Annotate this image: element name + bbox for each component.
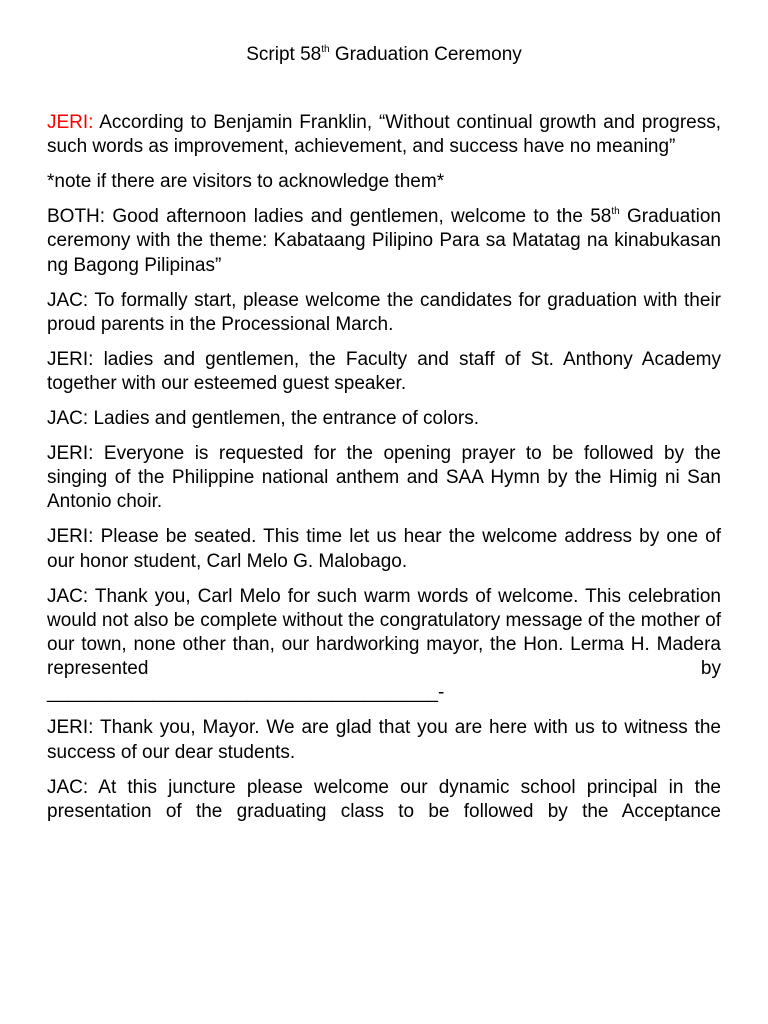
title-superscript: th xyxy=(321,44,330,55)
document-title xyxy=(47,0,721,67)
paragraph-welcome xyxy=(47,205,721,278)
title-prefix: Script 58 xyxy=(246,44,322,65)
speaker-label-jeri: JERI: xyxy=(47,112,94,133)
blank-fill-line: _____________________________________- xyxy=(47,682,445,704)
paragraph-text-after: Graduation ceremony with the theme: Kabataang Pilipino Para sa Matatag na kinabukasan ng Bagong Pilipinas” xyxy=(47,206,721,276)
paragraph-faculty: JERI: ladies and gentlemen, the Faculty and staff of St. Anthony Academy together with our esteemed guest speaker. xyxy=(47,348,721,395)
paragraph-welcome-address: JERI: Please be seated. This time let us hear the welcome address by one of our honor student, Carl Melo G. Malobago. xyxy=(47,526,721,572)
paragraph-prayer: JERI: Everyone is requested for the opening prayer to be followed by the singing of the Philippine national anthem and SAA Hymn by the Himig ni San Antonio choir. xyxy=(47,443,721,513)
paragraph-mayor-message xyxy=(47,585,721,706)
paragraph-text: According to Benjamin Franklin, “Without continual growth and progress, such words as improvement, achievement, and success have no meaning” xyxy=(47,112,721,158)
paragraph-thank-mayor: JERI: Thank you, Mayor. We are glad that you are here with us to witness the success of our dear students. xyxy=(47,717,721,763)
ordinal-superscript: th xyxy=(611,206,620,218)
paragraph-franklin-quote xyxy=(47,111,721,159)
paragraph-colors: JAC: Ladies and gentlemen, the entrance of colors. xyxy=(47,408,479,430)
script-body xyxy=(47,111,721,824)
paragraph-visitor-note: *note if there are visitors to acknowledge them* xyxy=(47,171,445,193)
paragraph-text: JAC: Thank you, Carl Melo for such warm words of welcome. This celebration would not also be complete without the congratulatory message of the mother of our town, none other than, our hardworking mayor, the Hon. Lerma H. Madera represented by xyxy=(47,585,721,680)
paragraph-text-before: BOTH: Good afternoon ladies and gentlemen, welcome to the 58 xyxy=(47,206,612,228)
paragraph-principal: JAC: At this juncture please welcome our dynamic school principal in the presentation of the graduating class to be followed by the Acceptance xyxy=(47,776,721,822)
paragraph-processional: JAC: To formally start, please welcome the candidates for graduation with their proud parents in the Processional March. xyxy=(47,289,721,335)
title-suffix: Graduation Ceremony xyxy=(329,44,522,65)
